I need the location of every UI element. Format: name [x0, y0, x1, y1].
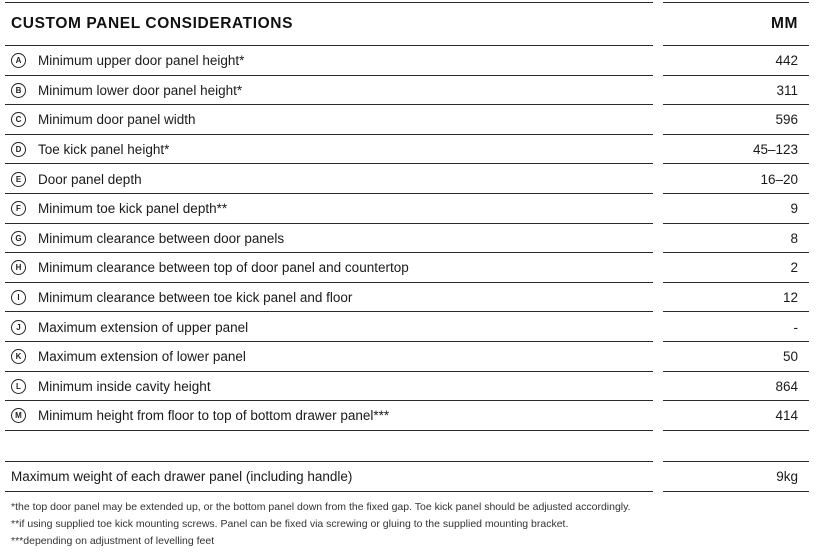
row-letter-badge: L: [11, 379, 26, 394]
row-label: Minimum upper door panel height*: [38, 53, 245, 69]
weight-label: Maximum weight of each drawer panel (including handle): [11, 468, 353, 484]
weight-rule-top-right: [663, 461, 809, 462]
row-label: Minimum inside cavity height: [38, 378, 211, 394]
footnote: **if using supplied toe kick mounting screws. Panel can be fixed via screwing or gluing to the supplied mounting bracket.: [11, 518, 569, 530]
table-body: [0, 46, 833, 431]
row-label: Minimum toe kick panel depth**: [38, 201, 228, 217]
row-letter-badge: A: [11, 53, 26, 68]
row-value: 414: [775, 408, 798, 424]
row-value: 50: [782, 349, 798, 365]
row-value: 311: [776, 82, 798, 98]
table-row: [0, 253, 833, 283]
row-letter-badge: D: [11, 142, 26, 157]
row-label: Minimum door panel width: [38, 112, 196, 128]
table-row: [0, 194, 833, 224]
table-row: [0, 342, 833, 372]
weight-rule-bottom-left: [5, 491, 653, 492]
row-label: Minimum height from floor to top of bottom drawer panel***: [38, 408, 390, 424]
table-row: [0, 401, 833, 431]
row-value: 9: [790, 201, 798, 217]
row-letter-badge: E: [11, 172, 26, 187]
table-row: [0, 283, 833, 313]
row-label: Minimum clearance between toe kick panel and floor: [38, 290, 353, 306]
spacer: [0, 431, 833, 461]
row-value: 2: [790, 260, 798, 276]
table-row: [0, 76, 833, 106]
weight-rule-top-left: [5, 461, 653, 462]
row-value: 442: [775, 53, 798, 69]
weight-rule-bottom-right: [663, 491, 809, 492]
footnote: *the top door panel may be extended up, or the bottom panel down from the fixed gap. Toe kick panel should be adjusted accordingly.: [11, 501, 631, 513]
row-rule-right: [663, 430, 809, 431]
row-letter-badge: G: [11, 231, 26, 246]
table-header: [0, 0, 833, 46]
table-row: [0, 135, 833, 165]
row-letter-badge: I: [11, 290, 26, 305]
table-row: [0, 312, 833, 342]
table-row: [0, 46, 833, 76]
row-label: Minimum clearance between door panels: [38, 230, 285, 246]
weight-value: 9kg: [776, 468, 798, 484]
row-label: Maximum extension of upper panel: [38, 319, 249, 335]
row-value: -: [793, 319, 798, 335]
row-letter-badge: J: [11, 320, 26, 335]
row-label: Minimum lower door panel height*: [38, 82, 243, 98]
row-letter-badge: F: [11, 201, 26, 216]
row-letter-badge: M: [11, 408, 26, 423]
row-label: Minimum clearance between top of door panel and countertop: [38, 260, 409, 276]
unit-header: MM: [770, 15, 798, 32]
row-letter-badge: B: [11, 83, 26, 98]
row-value: 12: [782, 290, 798, 306]
weight-row: [0, 461, 833, 492]
row-label: Toe kick panel height*: [38, 142, 170, 158]
table-row: [0, 105, 833, 135]
row-letter-badge: C: [11, 112, 26, 127]
row-label: Maximum extension of lower panel: [38, 349, 246, 365]
row-value: 16–20: [760, 171, 798, 187]
row-rule-left: [5, 430, 653, 431]
row-value: 864: [775, 378, 798, 394]
table-row: [0, 372, 833, 402]
row-label: Door panel depth: [38, 171, 142, 187]
footnote: ***depending on adjustment of levelling feet: [11, 535, 215, 547]
row-letter-badge: K: [11, 349, 26, 364]
footnotes: [11, 499, 631, 550]
table-row: [0, 164, 833, 194]
table-title: CUSTOM PANEL CONSIDERATIONS: [11, 15, 294, 32]
row-letter-badge: H: [11, 260, 26, 275]
row-value: 8: [790, 230, 798, 246]
table-row: [0, 224, 833, 254]
row-value: 45–123: [752, 142, 798, 158]
row-value: 596: [775, 112, 798, 128]
